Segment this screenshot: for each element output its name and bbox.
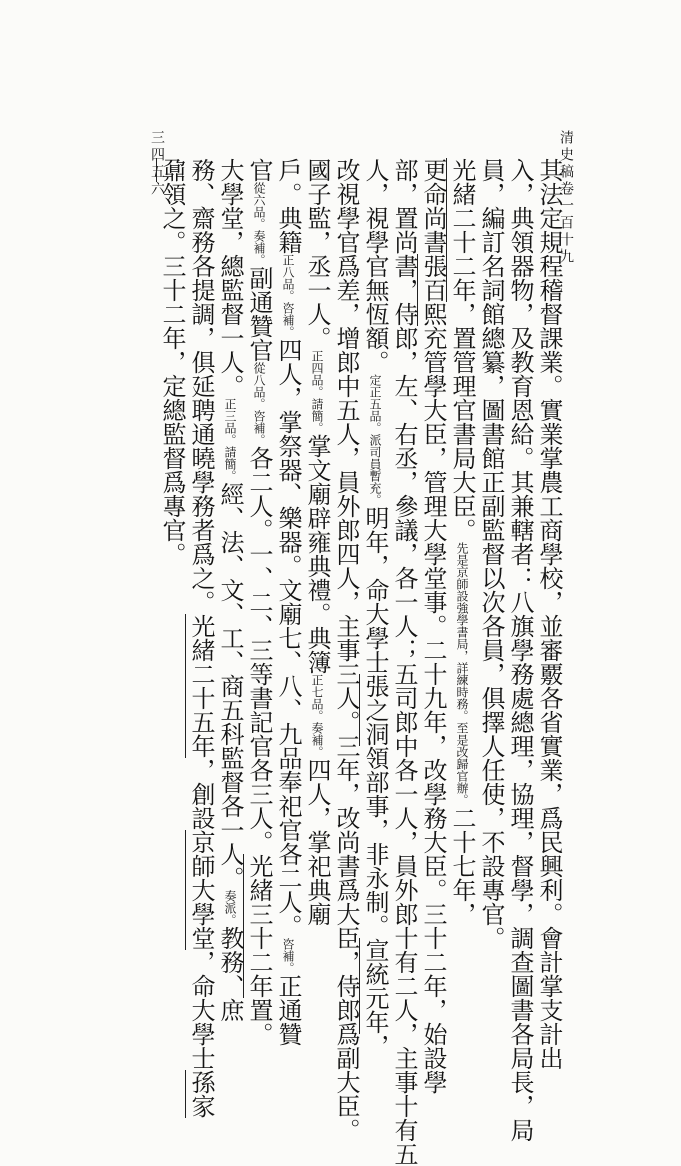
annotation-note: 咨補。 [281,938,295,974]
text-column [331,158,360,1142]
running-header-title: 清史稿卷一百十九 [558,130,574,266]
text-segment: 明年，命大學士 [361,506,389,674]
text-segment: 大學堂，總監督一人。 [216,158,244,398]
text-column [534,158,563,1070]
text-segment: 戶。典籍 [274,158,302,254]
text-segment: 四人，掌祭器、樂器。文廟七、八、九品奉祀官各二人。 [274,338,302,938]
text-segment: 二十七年， [448,806,476,926]
text-column [418,158,447,1094]
text-column [186,158,215,1118]
proper-name: 鼐 [158,158,186,182]
text-segment: ，命大學士 [187,950,215,1070]
text-segment: 各二人。一、二、三等書記官各三人。 [245,446,273,854]
text-segment: 入，典領器物，及教育恩給。其兼轄者：八旗學務處總理，協理，督學，調查圖書各局長，局 [506,158,534,1142]
proper-name: 張百熙 [419,254,447,326]
text-segment: 正通贊 [274,974,302,1046]
text-column [215,158,244,1022]
proper-name: 孫家 [187,1070,215,1118]
text-column [244,158,273,1046]
annotation-note: 從八品。咨補。 [252,362,266,446]
text-segment: 改視學官爲差，增郎中五人，員外郎四人，主事三人。三年，改尚書爲大臣，侍郎爲副大臣。 [332,158,360,1142]
text-segment: 掌文廟辟雍典禮。典簿 [303,434,331,674]
text-segment: 領部事，非永制。 [361,746,389,938]
annotation-note: 奏派。 [223,890,237,926]
annotation-note: 先是京師設強學書局，詳練時務。至是改歸官辦。 [455,542,469,806]
proper-name: 張之洞 [361,674,389,746]
text-segment: 員，編訂名詞館總纂，圖書館正副監督以次各員，俱擇人任使，不設專官。 [477,158,505,950]
vertical-text-body [143,158,563,1166]
text-segment: ，創設 [187,758,215,830]
annotation-note: 正七品。奏補。 [310,674,324,758]
annotation-note: 從六品。奏補。 [252,182,266,266]
proper-name: 京師大學堂 [187,830,215,950]
text-segment: 更命尚書 [419,158,447,254]
text-column [447,158,476,938]
text-segment: 人，視學官無恆額。 [361,158,389,374]
annotation-note: 正四品。請簡。 [310,350,324,434]
text-segment: 官 [245,158,273,182]
text-segment: 其法定規程稽督課業。實業掌農工商學校，並審覈各省實業，爲民興利。會計掌支計出 [535,158,563,1070]
text-segment: ，置管理官書局大臣。 [448,302,476,542]
annotation-note: 定正五品。派司員暫充。 [368,374,382,506]
annotation-note: 正八品。咨補。 [281,254,295,338]
text-segment: ， [361,1034,389,1058]
text-segment: 副通贊官 [245,266,273,362]
proper-name: 宣統元年 [361,938,389,1034]
text-column [273,158,302,1046]
text-segment: 教務、庶 [216,926,244,1022]
page-number: 三四五六 [149,130,165,198]
text-segment: 務、齋務各提調，俱延聘通曉學務者爲之。 [187,158,215,614]
text-segment: 四人，掌祀典廟 [303,758,331,926]
proper-name: 光緒二十五年 [187,614,215,758]
text-segment: 部，置尚書，侍郎，左、右丞，參議，各一人；五司郎中各一人，員外郎十有二人，主事十有五 [390,158,418,1166]
text-segment: 領之。三十二年，定總監督爲專官。 [158,182,186,566]
text-column [157,158,186,938]
text-column [302,158,331,938]
text-column [505,158,534,1142]
proper-name: 光緒二十二年 [448,158,476,302]
annotation-note: 正三品。請簡。 [223,398,237,482]
proper-name: 光緒三十二年 [245,854,273,998]
text-column [360,158,389,1058]
text-segment: 經、法、文、工、商五科監督各一人。 [216,482,244,890]
text-column [389,158,418,1166]
text-segment: 充管學大臣，管理大學堂事。二十九年，改學務大臣。三十二年，始設學 [419,326,447,1094]
text-segment: 國子監，丞一人。 [303,158,331,350]
text-column [476,158,505,950]
text-segment: 置。 [245,998,273,1046]
